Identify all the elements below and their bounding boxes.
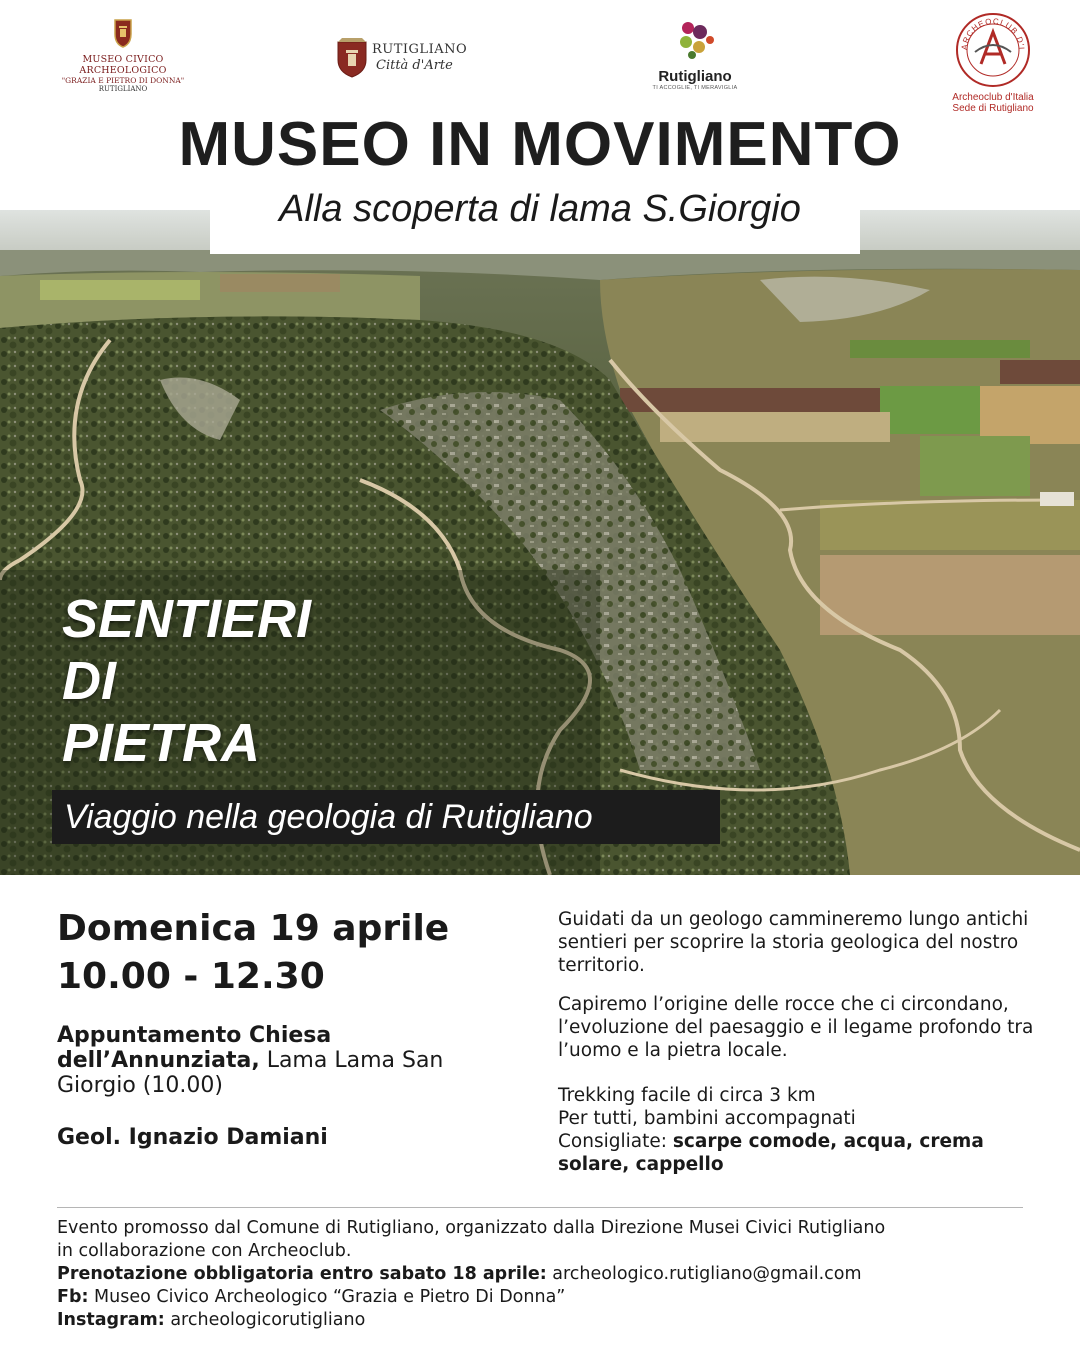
facebook-line bbox=[57, 1286, 1047, 1309]
description-paragraph: Capiremo l’origine delle rocce che ci circondano, l’evoluzione del paesaggio e il legame profondo tra l’uomo e la pietra locale. bbox=[558, 994, 1034, 1061]
hero-title-line: DI bbox=[62, 651, 116, 711]
booking-label: Prenotazione obbligatoria entro sabato 18 aprile: bbox=[57, 1264, 547, 1284]
museo-logo-line2: "GRAZIA E PIETRO DI DONNA" bbox=[61, 76, 185, 85]
advice-info bbox=[558, 1130, 1058, 1176]
event-date: Domenica 19 aprile bbox=[57, 908, 450, 949]
logo-comune-rutigliano bbox=[640, 20, 750, 91]
logo-citta-arte bbox=[336, 38, 476, 82]
event-time: 10.00 - 12.30 bbox=[57, 956, 325, 997]
event-description bbox=[558, 908, 1058, 1176]
logo-museo-civico bbox=[38, 18, 208, 94]
footer-promo-line: in collaborazione con Archeoclub. bbox=[57, 1241, 352, 1261]
citta-logo-name: RUTIGLIANO bbox=[372, 42, 468, 57]
guide-name: Geol. Ignazio Damiani bbox=[57, 1125, 328, 1150]
facebook-label: Fb: bbox=[57, 1287, 89, 1307]
museo-logo-line1: MUSEO CIVICO ARCHEOLOGICO bbox=[79, 54, 167, 76]
landscape-photo bbox=[0, 210, 1080, 875]
subtitle: Alla scoperta di lama S.Giorgio bbox=[279, 188, 801, 230]
archeoclub-seal-icon bbox=[955, 12, 1031, 88]
booking-line bbox=[57, 1263, 1047, 1286]
event-details bbox=[57, 905, 517, 1151]
meeting-details: Lama Lama San Giorgio (10.00) bbox=[57, 1048, 444, 1098]
city-shield-icon bbox=[336, 38, 368, 78]
comune-logo-name: Rutigliano bbox=[658, 68, 732, 85]
archeoclub-ring-text: ARCHEOCLUB D'I bbox=[959, 16, 1027, 51]
instagram-label: Instagram: bbox=[57, 1310, 165, 1330]
trek-info: Trekking facile di circa 3 km bbox=[558, 1085, 816, 1106]
hero-title-line: PIETRA bbox=[62, 713, 261, 773]
header bbox=[0, 0, 1080, 200]
main-title: MUSEO IN MOVIMENTO bbox=[178, 110, 902, 179]
hero-caption: Viaggio nella geologia di Rutigliano bbox=[64, 798, 593, 836]
hero-title bbox=[62, 588, 311, 774]
meeting-place: Appuntamento Chiesa dell’Annunziata, bbox=[57, 1023, 332, 1073]
footer bbox=[57, 1217, 1047, 1332]
audience-info: Per tutti, bambini accompagnati bbox=[558, 1108, 856, 1129]
museo-logo-line3: RUTIGLIANO bbox=[98, 85, 148, 93]
facebook-page[interactable]: Museo Civico Archeologico “Grazia e Pietro Di Donna” bbox=[88, 1287, 566, 1307]
booking-email[interactable]: archeologico.rutigliano@gmail.com bbox=[546, 1264, 862, 1284]
divider bbox=[57, 1207, 1023, 1208]
citta-logo-tagline: Città d'Arte bbox=[376, 58, 453, 73]
archeoclub-logo-line1: Archeoclub d'Italia bbox=[952, 92, 1034, 103]
landscape-illustration bbox=[0, 210, 1080, 875]
grape-cluster-icon bbox=[672, 20, 718, 62]
advice-items: scarpe comode, acqua, crema solare, cappello bbox=[558, 1131, 984, 1175]
comune-logo-tagline: TI ACCOGLIE, TI MERAVIGLIA bbox=[652, 85, 738, 91]
hero-title-line: SENTIERI bbox=[62, 589, 312, 649]
museum-crest-icon bbox=[111, 18, 135, 48]
instagram-handle[interactable]: archeologicorutigliano bbox=[164, 1310, 366, 1330]
logo-archeoclub bbox=[938, 12, 1048, 114]
instagram-line bbox=[57, 1309, 1047, 1332]
advice-label: Consigliate: bbox=[558, 1131, 673, 1152]
meeting-point bbox=[57, 1023, 517, 1098]
archeoclub-logo-line2: Sede di Rutigliano bbox=[952, 103, 1034, 114]
description-paragraph: Guidati da un geologo cammineremo lungo antichi sentieri per scoprire la storia geologica del nostro territorio. bbox=[558, 909, 1029, 976]
footer-promo-line: Evento promosso dal Comune di Rutigliano, organizzato dalla Direzione Musei Civici Rutigliano bbox=[57, 1218, 886, 1238]
